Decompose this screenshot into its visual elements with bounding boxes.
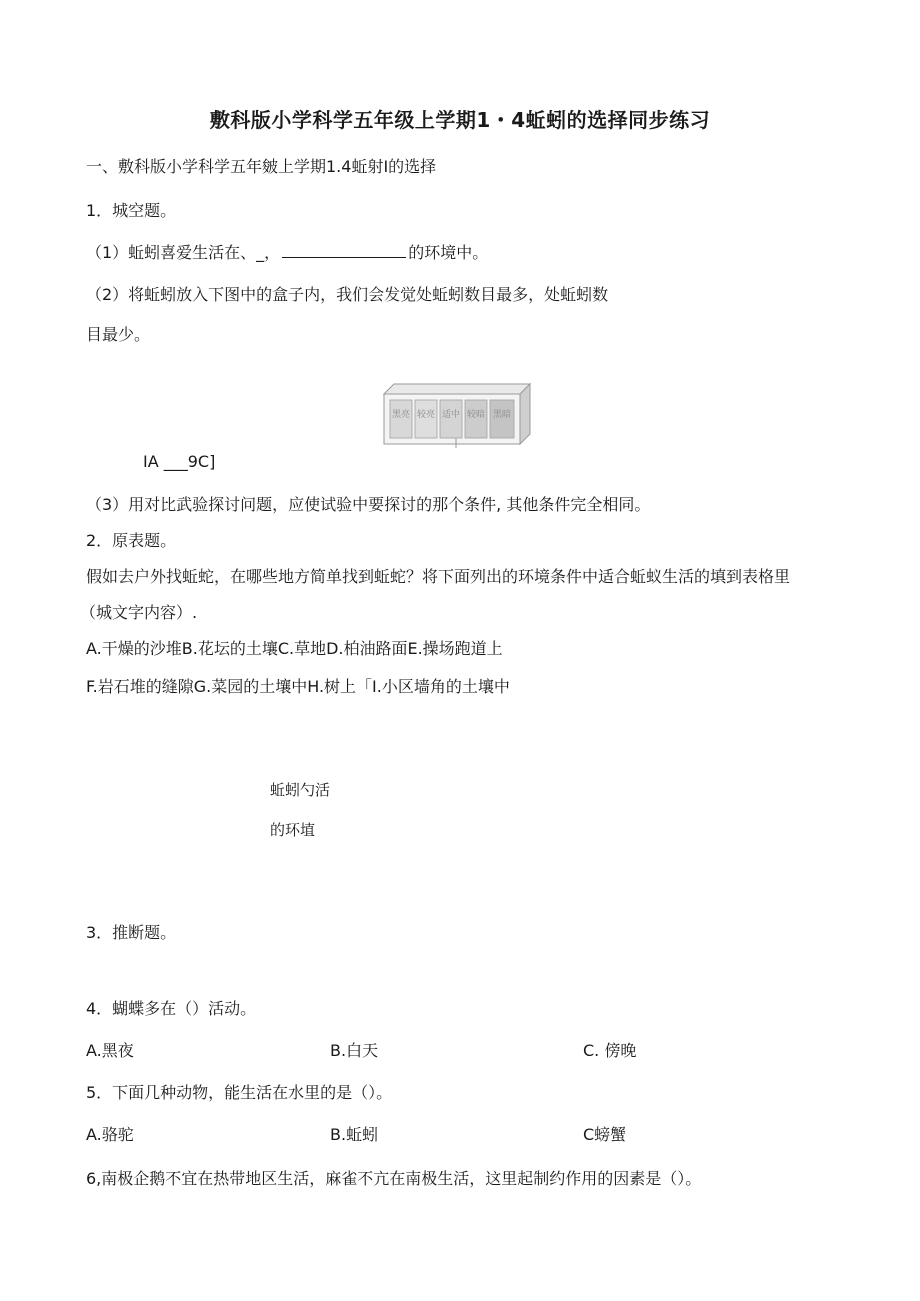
q5-option-c[interactable]: C螃蟹	[583, 1125, 627, 1144]
q3-heading: 3．推断题。	[86, 923, 177, 942]
table-label-line2: 的环埴	[270, 821, 316, 839]
q5-option-a[interactable]: A.骆驼	[86, 1125, 134, 1144]
q1-sub3: （3）用对比武验探讨问题，应使试验中要探讨的那个条件, 其他条件完全相同。	[86, 495, 651, 514]
q2-text-line2: （城文字内容）.	[80, 603, 198, 622]
q1-sub1-text: （1）蚯蚓喜爱生活在、_，	[86, 243, 281, 262]
q1-sub1	[86, 240, 488, 263]
figure-cell-1: 黑亮	[391, 410, 411, 420]
q1-heading: 1．城空题。	[86, 201, 177, 220]
table-label-line1: 蚯蚓勺活	[270, 781, 331, 799]
q1-sub2-line1: （2）将蚯蚓放入下图中的盒子内，我们会发觉处蚯蚓数目最多，处蚯蚓数	[86, 285, 609, 304]
q4-option-b[interactable]: B.白天	[330, 1041, 379, 1060]
q1-sub1-suffix: 的环境中。	[408, 243, 489, 262]
figure-cell-3: 适中	[441, 410, 461, 420]
q4-heading: 4．蝴蝶多在（）活动。	[86, 999, 257, 1018]
figure-caption: IA ___9C]	[143, 452, 216, 471]
q2-options-line2: F.岩石堆的缝隙G.菜园的土壤中H.树上「I.小区墙角的土壤中	[86, 677, 510, 696]
q1-sub2-line2: 目最少。	[86, 325, 151, 344]
q4-option-c[interactable]: C. 傍晚	[583, 1041, 637, 1060]
q4-option-a[interactable]: A.黑夜	[86, 1041, 134, 1060]
answer-blank[interactable]	[282, 243, 406, 258]
figure-cell-5: 黑暗	[492, 410, 512, 420]
q5-heading: 5．下面几种动物，能生活在水里的是（）。	[86, 1083, 393, 1102]
q5-option-b[interactable]: B.蚯蚓	[330, 1125, 379, 1144]
page-title: 敷科版小学科学五年级上学期1・4蚯蚓的选择同步练习	[209, 108, 711, 132]
q6-heading: 6,南极企鹅不宜在热带地区生活，麻雀不亢在南极生活，这里起制约作用的因素是（）。	[86, 1169, 702, 1188]
figure-cell-4: 较暗	[466, 410, 486, 420]
q2-heading: 2．原表题。	[86, 531, 177, 550]
brightness-box-figure	[382, 380, 532, 450]
figure-cell-2: 较亮	[416, 410, 436, 420]
q2-options-line1: A.干燥的沙堆B.花坛的土壤C.草地D.柏油路面E.操场跑道上	[86, 639, 503, 658]
section-heading: 一、敷科版小学科学五年皴上学期1.4蚯射I的选择	[86, 157, 437, 176]
q2-text-line1: 假如去户外找蚯蛇，在哪些地方简单找到蚯蛇？将下面列出的环境条件中适合蚯蚁生活的填到表格里	[86, 567, 791, 586]
